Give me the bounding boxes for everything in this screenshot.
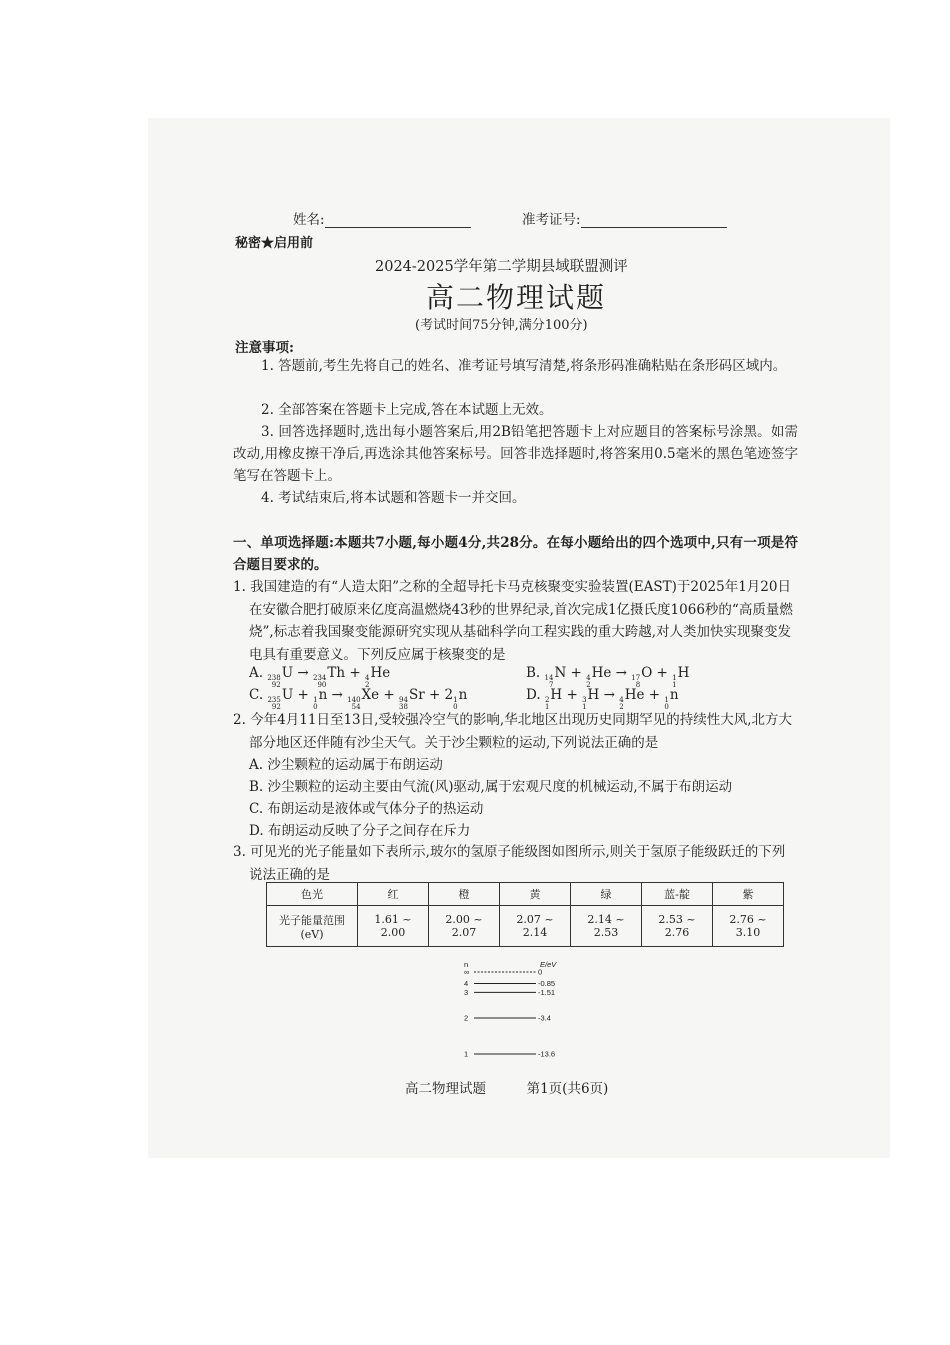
table-header-cell: 色光 bbox=[267, 883, 358, 906]
level-energy-label: -3.4 bbox=[538, 1013, 551, 1023]
question-1-option-c bbox=[249, 687, 467, 711]
question-2-stem: 2. 今年4月11日至13日,受较强冷空气的影响,华北地区出现历史同期罕见的持续性大风,北方大部分地区还伴随有沙尘天气。关于沙尘颗粒的运动,下列说法正确的是 bbox=[233, 712, 792, 751]
question-1-option-a bbox=[249, 665, 390, 689]
row-label-line-1: 光子能量范围 bbox=[279, 913, 345, 927]
table-header-row bbox=[267, 883, 784, 906]
name-label: 姓名: bbox=[293, 212, 325, 228]
question-1-stem: 1. 我国建造的有“人造太阳”之称的全超导托卡马克核聚变实验装置(EAST)于2025年1月20日在安徽合肥打破原来亿度高温燃烧43秒的世界纪录,首次完成1亿摄氏度1066秒的“高质量燃烧”,标志着我国聚变能源研究实现从基础科学向工程实践的重大跨越,对人类加快实现聚变发电具有重要意义。下列反应属于核聚变的是 bbox=[233, 579, 793, 663]
n-axis-label: n bbox=[464, 960, 469, 969]
question-3 bbox=[233, 841, 798, 886]
table-range-cell: 2.53 ~ 2.76 bbox=[642, 906, 713, 947]
question-1 bbox=[233, 576, 798, 666]
option-a-equation: 238 92 U → 234 90 Th + 4 2 He bbox=[267, 665, 391, 689]
level-n-label: 4 bbox=[464, 979, 469, 988]
option-c-letter: C. bbox=[249, 687, 264, 703]
question-1-option-d bbox=[526, 687, 679, 711]
notes-heading: 注意事项: bbox=[235, 340, 294, 356]
table-range-cell: 2.14 ~ 2.53 bbox=[571, 906, 642, 947]
exam-time-note: (考试时间75分钟,满分100分) bbox=[415, 318, 588, 333]
table-color-cell: 黄 bbox=[500, 883, 571, 906]
note-item-2: 2. 全部答案在答题卡上完成,答在本试题上无效。 bbox=[261, 402, 553, 418]
exam-no-blank bbox=[581, 213, 727, 228]
level-n-label: ∞ bbox=[464, 967, 470, 977]
name-blank bbox=[325, 213, 471, 228]
table-color-cell: 橙 bbox=[429, 883, 500, 906]
question-1-option-b bbox=[526, 665, 689, 689]
question-3-stem: 3. 可见光的光子能量如下表所示,玻尔的氢原子能级图如图所示,则关于氢原子能级跃迁的下列说法正确的是 bbox=[233, 844, 786, 883]
option-c-equation: 235 92 U + 1 0 n → 140 54 Xe + 94 38 Sr + 2 1 0 n bbox=[267, 687, 468, 711]
page-footer bbox=[405, 1077, 608, 1097]
table-color-cell: 红 bbox=[358, 883, 429, 906]
row-label-line-2: (eV) bbox=[300, 927, 324, 941]
level-energy-label: -0.85 bbox=[538, 979, 556, 988]
note-item-1: 1. 答题前,考生先将自己的姓名、准考证号填写清楚,将条形码准确粘贴在条形码区域内。 bbox=[261, 358, 787, 374]
option-d-letter: D. bbox=[526, 687, 541, 703]
level-energy-label: 0 bbox=[538, 967, 543, 977]
photon-energy-table bbox=[266, 882, 784, 947]
option-b-equation: 14 7 N + 4 2 He → 17 8 O + 1 1 H bbox=[544, 665, 690, 689]
secret-mark: 秘密★启用前 bbox=[235, 236, 314, 251]
table-color-cell: 紫 bbox=[713, 883, 784, 906]
table-color-cell: 绿 bbox=[571, 883, 642, 906]
question-2 bbox=[233, 709, 798, 754]
question-2-option-a: A. 沙尘颗粒的运动属于布朗运动 bbox=[249, 757, 443, 773]
exam-no-field bbox=[522, 208, 727, 228]
level-n-label: 3 bbox=[464, 987, 469, 997]
page-title: 高二物理试题 bbox=[426, 281, 607, 314]
page-number: 第1页(共6页) bbox=[526, 1081, 609, 1097]
table-row-label bbox=[267, 906, 358, 947]
option-d-equation: 2 1 H + 3 1 H → 4 2 He + 1 0 n bbox=[544, 687, 679, 711]
footer-subject: 高二物理试题 bbox=[405, 1081, 486, 1097]
exam-no-label: 准考证号: bbox=[522, 212, 581, 228]
note-item-3: 3. 回答选择题时,选出每小题答案后,用2B铅笔把答题卡上对应题目的答案标号涂黑。如需改动,用橡皮擦干净后,再选涂其他答案标号。回答非选择题时,将答案用0.5毫米的黑色笔迹签字笔写在答题卡上。 bbox=[233, 424, 798, 484]
exam-subtitle: 2024-2025学年第二学期县域联盟测评 bbox=[375, 259, 628, 275]
name-field bbox=[293, 208, 471, 228]
note-item-4: 4. 考试结束后,将本试题和答题卡一并交回。 bbox=[261, 490, 526, 506]
table-row bbox=[267, 906, 784, 947]
question-2-option-c: C. 布朗运动是液体或气体分子的热运动 bbox=[249, 801, 484, 817]
option-b-letter: B. bbox=[526, 665, 541, 681]
table-range-cell: 2.76 ~ 3.10 bbox=[713, 906, 784, 947]
table-range-cell: 2.00 ~ 2.07 bbox=[429, 906, 500, 947]
option-a-letter: A. bbox=[249, 665, 264, 681]
energy-levels bbox=[464, 968, 555, 1059]
section-1-heading: 一、单项选择题:本题共7小题,每小题4分,共28分。在每小题给出的四个选项中,只有一项是符合题目要求的。 bbox=[233, 535, 798, 573]
question-2-option-d: D. 布朗运动反映了分子之间存在斥力 bbox=[249, 823, 471, 839]
energy-axis-label: E/eV bbox=[540, 960, 557, 969]
level-energy-label: -1.51 bbox=[538, 987, 556, 997]
question-2-option-b: B. 沙尘颗粒的运动主要由气流(风)驱动,属于宏观尺度的机械运动,不属于布朗运动 bbox=[249, 779, 733, 795]
level-n-label: 1 bbox=[464, 1049, 469, 1059]
table-range-cell: 1.61 ~ 2.00 bbox=[358, 906, 429, 947]
energy-level-diagram bbox=[460, 958, 580, 1066]
level-energy-label: -13.6 bbox=[538, 1049, 556, 1059]
table-range-cell: 2.07 ~ 2.14 bbox=[500, 906, 571, 947]
level-n-label: 2 bbox=[464, 1013, 469, 1023]
table-color-cell: 蓝-靛 bbox=[642, 883, 713, 906]
